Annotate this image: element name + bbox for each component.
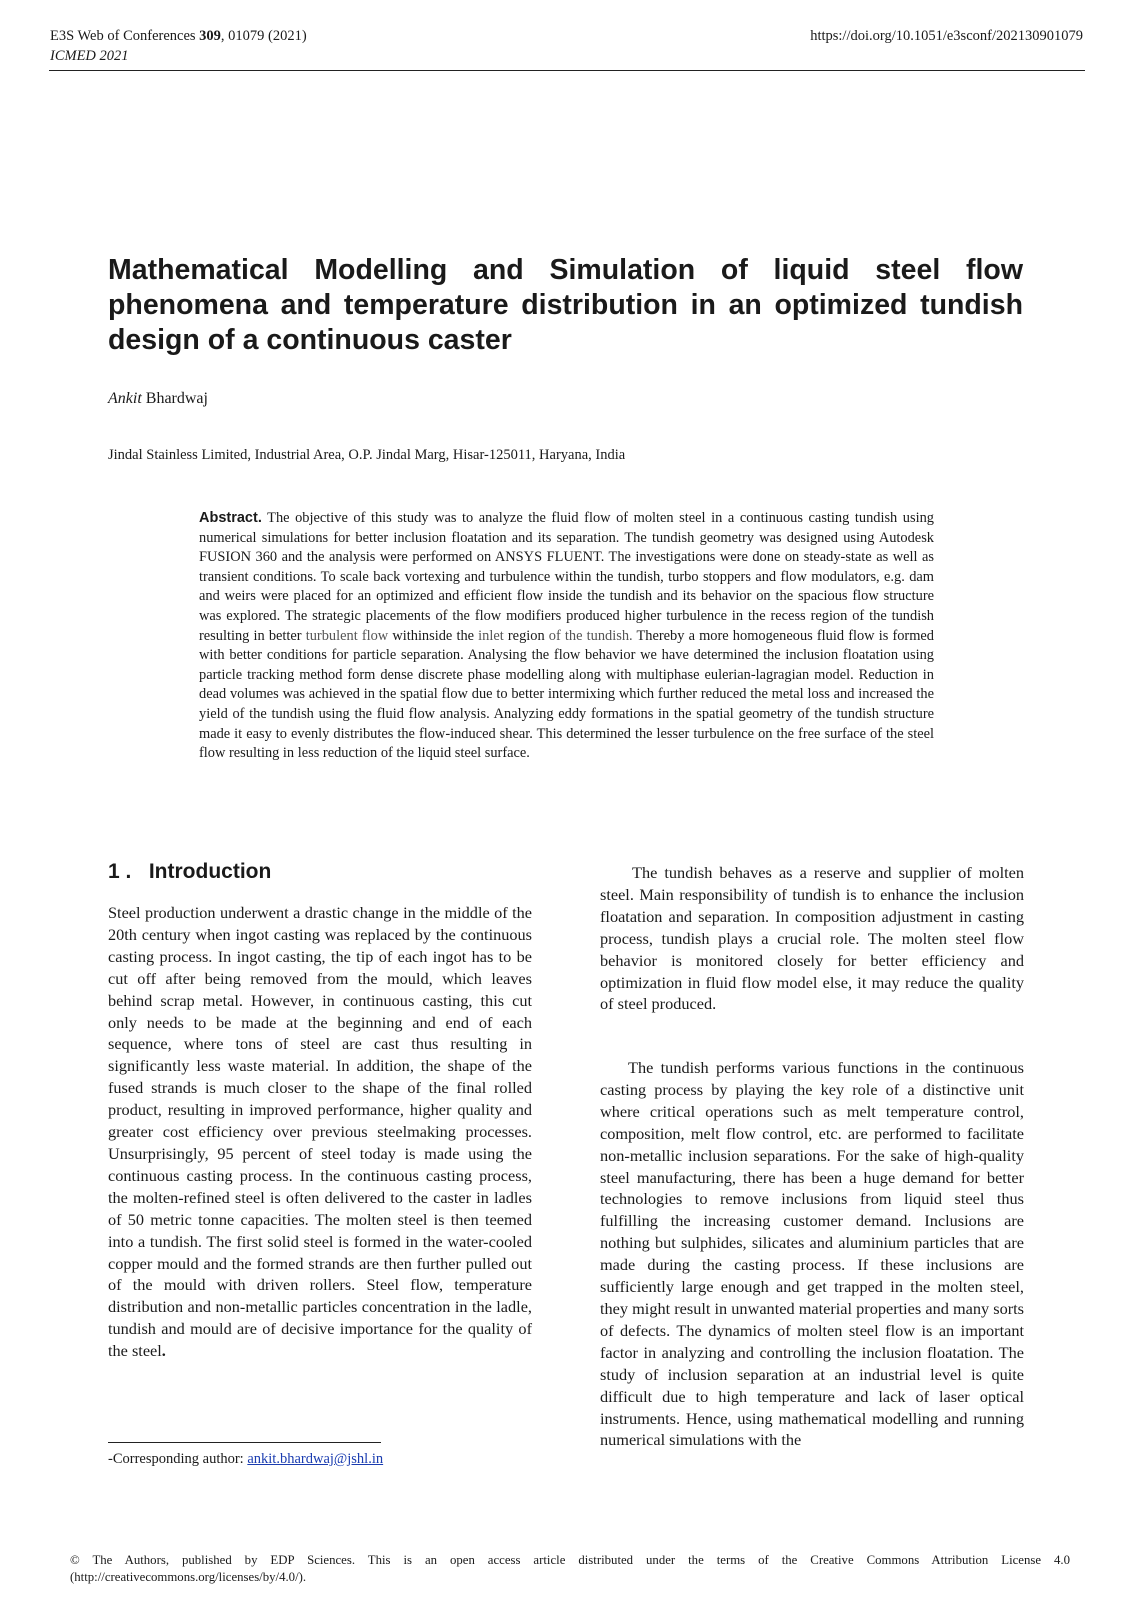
abstract-block — [199, 509, 934, 764]
abstract-soft-text-2: inlet — [478, 627, 504, 644]
abstract-text-1: The objective of this study was to analyze the fluid flow of molten steel in a continuous casting tundish using numerical simulations for better inclusion floatation and its separation. The tundish geometry was designed using Autodesk FUSION 360 and the analysis were performed on ANSYS FLUENT. The investigations were done on steady-state as well as transient conditions. To scale back vortexing and turbulence within the tundish, turbo stoppers and flow modulators, e.g. dam and weirs were placed for an optimized and efficient flow inside the tundish and its behavior on the spacious flow structure was explored. The strategic placements of the flow modifiers produced higher turbulence in the recess region of the tundish resulting in better — [199, 510, 934, 644]
footnote-label: -Corresponding author: — [108, 1451, 248, 1467]
author-family-name: Bhardwaj — [141, 390, 208, 407]
paper-title: Mathematical Modelling and Simulation of liquid steel flow phenomena and temperature distribution in an optimized tundish design of a continuous caster — [108, 254, 1023, 356]
header-divider — [49, 70, 1085, 71]
conference-name: ICMED 2021 — [50, 48, 129, 64]
section-heading-introduction: 1 . Introduction — [108, 860, 272, 883]
doi-link[interactable]: https://doi.org/10.1051/e3sconf/202130901079 — [810, 28, 1083, 44]
journal-prefix: E3S Web of Conferences — [50, 28, 200, 44]
intro-paragraph-right-1: The tundish behaves as a reserve and supplier of molten steel. Main responsibility of tundish is to enhance the inclusion floatation and separation. In composition adjustment in casting process, tundish plays a crucial role. The molten steel flow behavior is monitored closely for better efficiency and optimization in fluid flow model else, it may reduce the quality of steel produced. — [600, 863, 1024, 1014]
footnote-divider — [108, 1442, 381, 1443]
intro-left-end: . — [161, 1341, 166, 1361]
author-given-name: Ankit — [108, 390, 142, 407]
abstract-soft-text-3: of the tundish. — [548, 627, 633, 644]
author-email-link[interactable]: ankit.bhardwaj@jshl.in — [247, 1451, 384, 1467]
abstract-label: Abstract. — [199, 510, 262, 526]
abstract-text-3: region — [503, 627, 549, 644]
abstract-text-4: Thereby a more homogeneous fluid flow is formed with better conditions for particle separation. Analysing the flow behavior we have determined the inclusion floatation using particle tracking method form dense discrete phase modelling along with multiphase eulerian-lagragian model. Reduction in dead volumes was achieved in the spatial flow due to better intermixing which further reduced the metal loss and increased the yield of the tundish using the fluid flow analysis. Analyzing eddy formations in the spatial geometry of the tundish structure made it easy to evenly distributes the flow-induced shear. This determined the lesser turbulence on the free surface of the steel flow resulting in less reduction of the liquid steel surface. — [199, 627, 935, 762]
journal-volume: 309 — [199, 28, 221, 44]
intro-paragraph-left — [108, 902, 532, 1362]
intro-paragraph-right-2: The tundish performs various functions in the continuous casting process by playing the key role of a distinctive unit where critical operations such as melt temperature control, composition, melt flow control, etc. are performed to facilitate non-metallic inclusion separations. For the sake of high-quality steel manufacturing, there has been a huge demand for better technologies to remove inclusions from liquid steel thus fulfilling the increasing customer demand. Inclusions are nothing but sulphides, silicates and aluminium particles that are made during the casting process. If these inclusions are sufficiently large enough and get trapped in the molten steel, they might result in unwanted material properties and many sorts of defects. The dynamics of molten steel flow is an important factor in analyzing and controlling the inclusion floatation. The study of inclusion separation at an industrial level is quite difficult due to high temperature and lack of laser optical instruments. Hence, using mathematical modelling and running numerical simulations with the — [600, 1058, 1024, 1450]
license-notice: © The Authors, published by EDP Sciences. This is an open access article distributed under the terms of the Creative Commons Attribution License 4.0 (http://creativecommons.org/licenses/by/4.0/). — [70, 1553, 1070, 1584]
abstract-soft-text-1: turbulent flow — [305, 627, 389, 644]
footnote-corresponding-author — [108, 1449, 383, 1469]
abstract-text-2: withinside the — [388, 627, 479, 644]
intro-left-text: Steel production underwent a drastic change in the middle of the 20th century when ingot casting was replaced by the continuous casting process. In ingot casting, the tip of each ingot has to be cut off after being removed from the mould, which leaves behind scrap metal. However, in continuous casting, this cut only needs to be made at the beginning and end of each sequence, where tons of steel are cast thus resulting in significantly less waste material. In addition, the shape of the fused strands is much closer to the shape of the final rolled product, resulting in improved performance, higher quality and greater cost efficiency over previous steelmaking processes. Unsurprisingly, 95 percent of steel today is made using the continuous casting process. In the continuous casting process, the molten-refined steel is often delivered to the caster in ladles of 50 metric tonne capacities. The molten steel is then teemed into a tundish. The first solid steel is formed in the water-cooled copper mould and the formed strands are then further pulled out of the mould with driven rollers. Steel flow, temperature distribution and non-metallic particles concentration in the ladle, tundish and mould are of decisive importance for the quality of the steel — [108, 903, 532, 1361]
affiliation: Jindal Stainless Limited, Industrial Area, O.P. Jindal Marg, Hisar-125011, Haryana, India — [108, 447, 626, 463]
journal-suffix: , 01079 (2021) — [220, 28, 307, 44]
running-header-citation — [50, 26, 307, 66]
author-line — [108, 390, 208, 408]
